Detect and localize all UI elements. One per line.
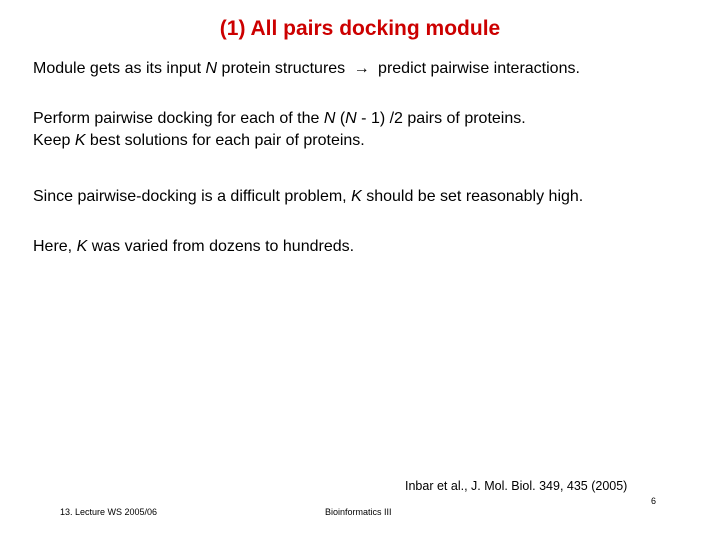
page-number: 6 [651,496,657,506]
paragraph-difficulty [33,186,583,208]
text-run: - 1) /2 pairs of proteins. [356,110,526,127]
text-line [33,130,526,152]
citation: Inbar et al., J. Mol. Biol. 349, 435 (2005) [405,479,628,493]
paragraph-k-range [33,236,354,258]
variable-k: K [74,132,86,149]
text-run: Module gets as its input [33,60,206,77]
right-arrow-icon: → [353,60,370,77]
text-line [33,108,526,130]
variable-n: N [345,110,357,127]
footer-lecture: 13. Lecture WS 2005/06 [60,507,158,517]
text-run: predict pairwise interactions. [373,60,580,77]
text-run: ( [335,110,346,127]
text-line [33,236,354,258]
text-line [33,186,583,208]
footer-course: Bioinformatics III [325,507,392,517]
text-run: Perform pairwise docking for each of the [33,110,324,127]
paragraph-input-description [33,58,580,80]
text-run: Since pairwise-docking is a difficult problem, [33,188,352,205]
variable-n: N [205,60,218,77]
text-run: best solutions for each pair of proteins. [85,132,365,149]
text-run: Here, [33,238,77,255]
paragraph-pairwise-docking [33,108,526,152]
text-run: Keep [33,132,75,149]
slide-title: (1) All pairs docking module [219,17,501,40]
text-run: should be set reasonably high. [361,188,584,205]
text-run: protein structures [217,60,350,77]
text-run: was varied from dozens to hundreds. [87,238,355,255]
variable-k: K [351,188,362,205]
variable-k: K [76,238,88,255]
variable-n: N [323,110,336,127]
text-line [33,58,580,80]
